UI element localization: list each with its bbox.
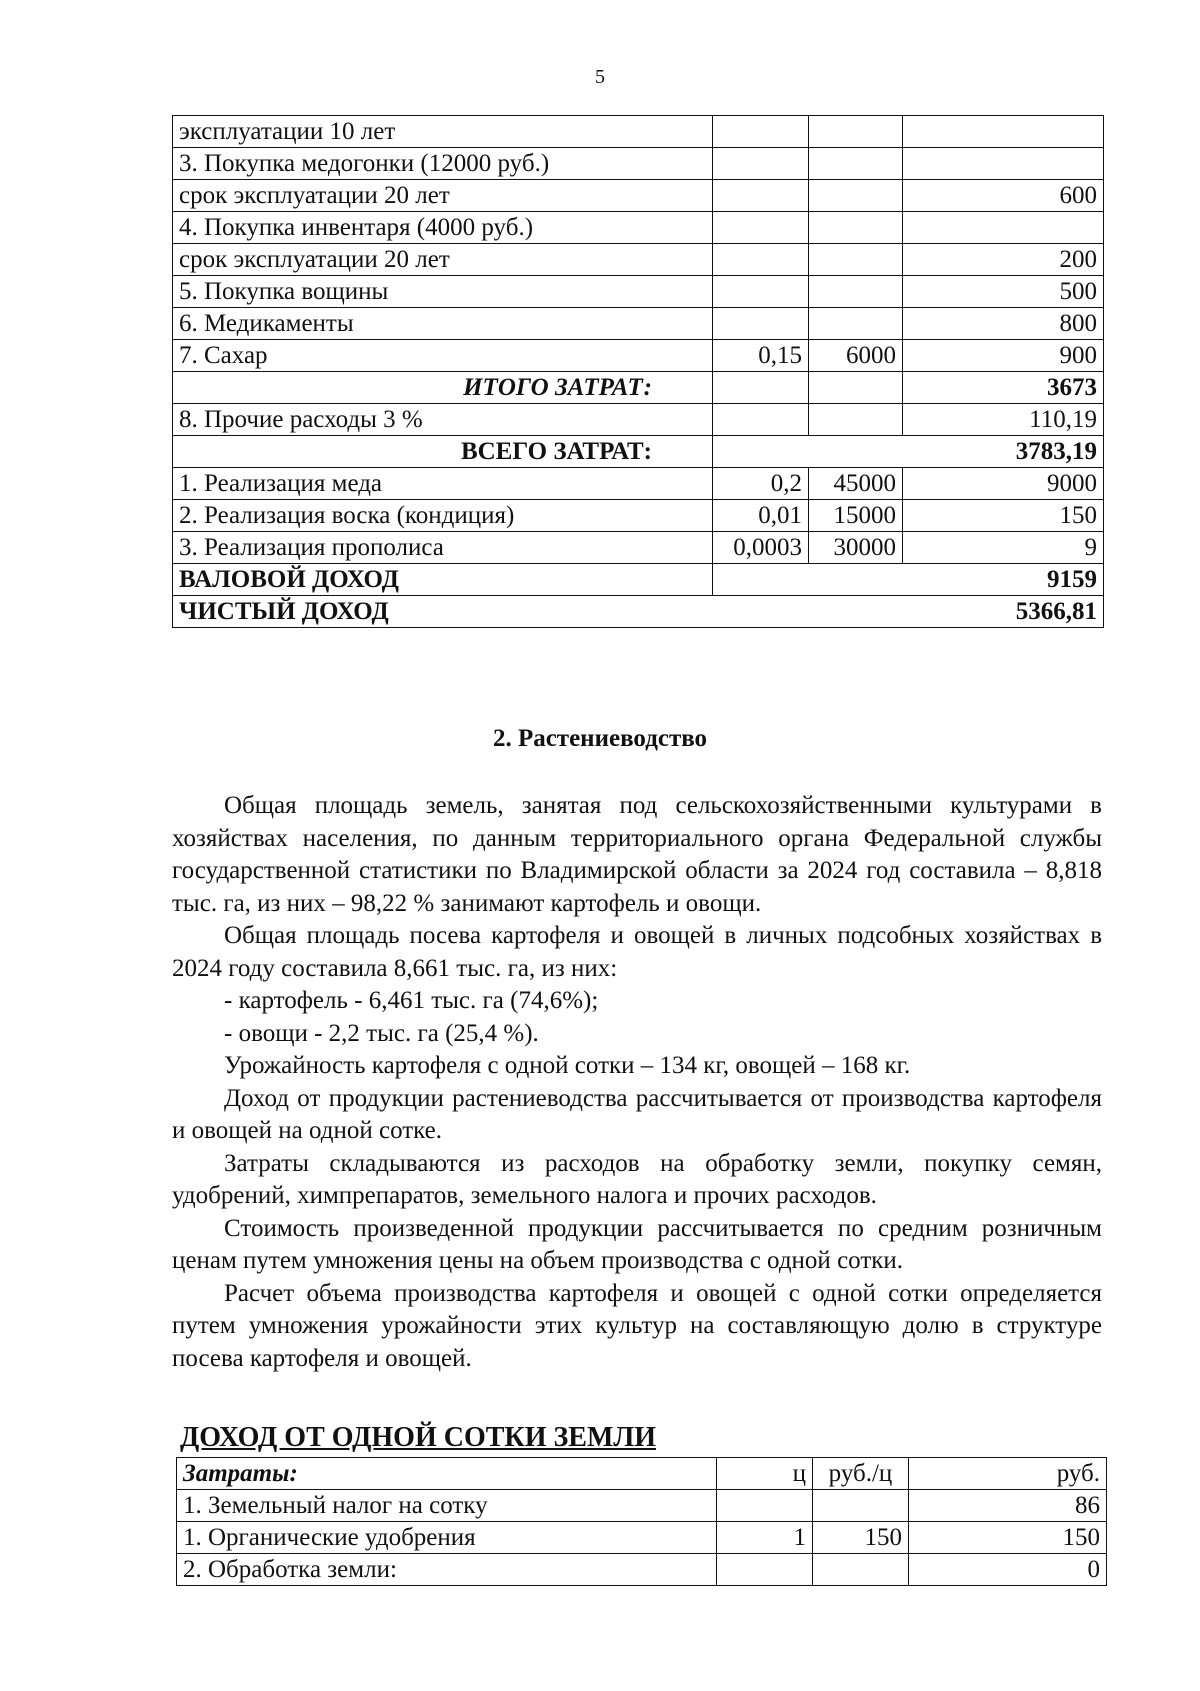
row-label: 7. Сахар — [173, 340, 713, 372]
cell-qty — [713, 148, 809, 180]
body-text — [172, 790, 1102, 1375]
table-row — [173, 212, 1104, 244]
cell-qty — [713, 180, 809, 212]
gross-income-row — [173, 564, 1104, 596]
table-row — [173, 468, 1104, 500]
paragraph: Стоимость произведенной продукции рассчитывается по средним розничным ценам путем умножения цены на объем производства с одной сотки. — [172, 1214, 1102, 1274]
cell-price: 6000 — [809, 340, 903, 372]
table-header-row — [177, 1458, 1107, 1490]
row-label: 2. Обработка земли: — [177, 1554, 717, 1586]
row-label: срок эксплуатации 20 лет — [173, 244, 713, 276]
header-label: Затраты: — [177, 1458, 717, 1490]
cell-sum: 150 — [909, 1522, 1107, 1554]
subtotal-label: ИТОГО ЗАТРАТ: — [173, 372, 713, 404]
gross-income-value: 9159 — [713, 564, 1104, 596]
row-label: эксплуатации 10 лет — [173, 116, 713, 148]
page-number: 5 — [595, 66, 605, 88]
cell-sum — [903, 148, 1104, 180]
table-row — [173, 116, 1104, 148]
cell-qty — [713, 276, 809, 308]
cell-price — [813, 1554, 909, 1586]
list-item: - картофель - 6,461 тыс. га (74,6%); — [224, 987, 599, 1014]
cell-qty: 0,0003 — [713, 532, 809, 564]
cell-price: 15000 — [809, 500, 903, 532]
table-row — [173, 308, 1104, 340]
cell-sum: 9000 — [903, 468, 1104, 500]
cell-sum — [903, 212, 1104, 244]
total-row — [173, 436, 1104, 468]
list-item: - овощи - 2,2 тыс. га (25,4 %). — [224, 1019, 539, 1047]
cell-qty — [713, 308, 809, 340]
cell-sum: 150 — [903, 500, 1104, 532]
table-row — [173, 500, 1104, 532]
paragraph: Общая площадь земель, занятая под сельскохозяйственными культурами в хозяйствах населения, по данным территориального органа Федеральной службы государственной статистики по Владимирской области за 2024 год составила – 8,818 тыс. га, из них – 98,22 % занимают картофель и овощи. — [172, 792, 1102, 917]
header-price: руб./ц — [813, 1458, 909, 1490]
cell-price — [809, 308, 903, 340]
cell-qty — [717, 1554, 813, 1586]
header-unit: ц — [717, 1458, 813, 1490]
table-row — [173, 276, 1104, 308]
table-row — [173, 404, 1104, 436]
cell-sum: 900 — [903, 340, 1104, 372]
cell-qty: 0,2 — [713, 468, 809, 500]
table-row — [173, 180, 1104, 212]
other-value: 110,19 — [903, 404, 1104, 436]
cell-price — [809, 244, 903, 276]
cell-qty — [713, 244, 809, 276]
cell-empty — [809, 404, 903, 436]
cell-sum: 86 — [909, 1490, 1107, 1522]
table-row — [177, 1554, 1107, 1586]
cell-sum: 200 — [903, 244, 1104, 276]
row-label: 5. Покупка вощины — [173, 276, 713, 308]
table-row — [177, 1490, 1107, 1522]
cell-price: 30000 — [809, 532, 903, 564]
total-value: 3783,19 — [713, 436, 1104, 468]
subtotal-value: 3673 — [903, 372, 1104, 404]
cell-qty — [717, 1490, 813, 1522]
land-income-table — [176, 1457, 1107, 1586]
cell-sum: 9 — [903, 532, 1104, 564]
net-income-value: 5366,81 — [903, 596, 1104, 628]
header-sum: руб. — [909, 1458, 1107, 1490]
cell-price — [813, 1490, 909, 1522]
cell-sum: 0 — [909, 1554, 1107, 1586]
cell-price — [809, 116, 903, 148]
paragraph: Затраты складываются из расходов на обработку земли, покупку семян, удобрений, химпрепаратов, земельного налога и прочих расходов. — [172, 1149, 1102, 1209]
row-label: 4. Покупка инвентаря (4000 руб.) — [173, 212, 713, 244]
paragraph: Расчет объема производства картофеля и овощей с одной сотки определяется путем умножения урожайности этих культур на составляющую долю в структуре посева картофеля и овощей. — [172, 1279, 1102, 1372]
cell-sum: 500 — [903, 276, 1104, 308]
table-row — [173, 340, 1104, 372]
section-title: 2. Растениеводство — [492, 725, 708, 752]
cell-qty: 0,15 — [713, 340, 809, 372]
cell-price: 150 — [813, 1522, 909, 1554]
cell-qty: 1 — [717, 1522, 813, 1554]
row-label: 1. Органические удобрения — [177, 1522, 717, 1554]
row-label: 1. Земельный налог на сотку — [177, 1490, 717, 1522]
cell-empty — [809, 372, 903, 404]
table-row — [173, 532, 1104, 564]
row-label: 6. Медикаменты — [173, 308, 713, 340]
cell-qty: 0,01 — [713, 500, 809, 532]
cell-price: 45000 — [809, 468, 903, 500]
cell-sum: 600 — [903, 180, 1104, 212]
paragraph: Общая площадь посева картофеля и овощей в личных подсобных хозяйствах в 2024 году составила 8,661 тыс. га, из них: — [172, 922, 1102, 982]
beekeeping-cost-table — [172, 115, 1104, 628]
cell-empty — [713, 372, 809, 404]
cell-qty — [713, 116, 809, 148]
cell-price — [809, 148, 903, 180]
cell-sum — [903, 116, 1104, 148]
cell-price — [809, 212, 903, 244]
net-income-label: ЧИСТЫЙ ДОХОД — [173, 596, 903, 628]
cell-empty — [713, 404, 809, 436]
cell-sum: 800 — [903, 308, 1104, 340]
row-label: 8. Прочие расходы 3 % — [173, 404, 713, 436]
net-income-row — [173, 596, 1104, 628]
cell-price — [809, 276, 903, 308]
cell-qty — [713, 212, 809, 244]
row-label: срок эксплуатации 20 лет — [173, 180, 713, 212]
land-income-title: ДОХОД ОТ ОДНОЙ СОТКИ ЗЕМЛИ — [180, 1422, 657, 1453]
cell-price — [809, 180, 903, 212]
table-row — [173, 244, 1104, 276]
table-row — [177, 1522, 1107, 1554]
paragraph: Доход от продукции растениеводства рассчитывается от производства картофеля и овощей на одной сотке. — [172, 1084, 1102, 1144]
paragraph: Урожайность картофеля с одной сотки – 134 кг, овощей – 168 кг. — [224, 1052, 911, 1079]
total-label: ВСЕГО ЗАТРАТ: — [173, 436, 713, 468]
subtotal-row — [173, 372, 1104, 404]
table-row — [173, 148, 1104, 180]
row-label: 3. Покупка медогонки (12000 руб.) — [173, 148, 713, 180]
gross-income-label: ВАЛОВОЙ ДОХОД — [173, 564, 713, 596]
row-label: 3. Реализация прополиса — [173, 532, 713, 564]
row-label: 2. Реализация воска (кондиция) — [173, 500, 713, 532]
row-label: 1. Реализация меда — [173, 468, 713, 500]
